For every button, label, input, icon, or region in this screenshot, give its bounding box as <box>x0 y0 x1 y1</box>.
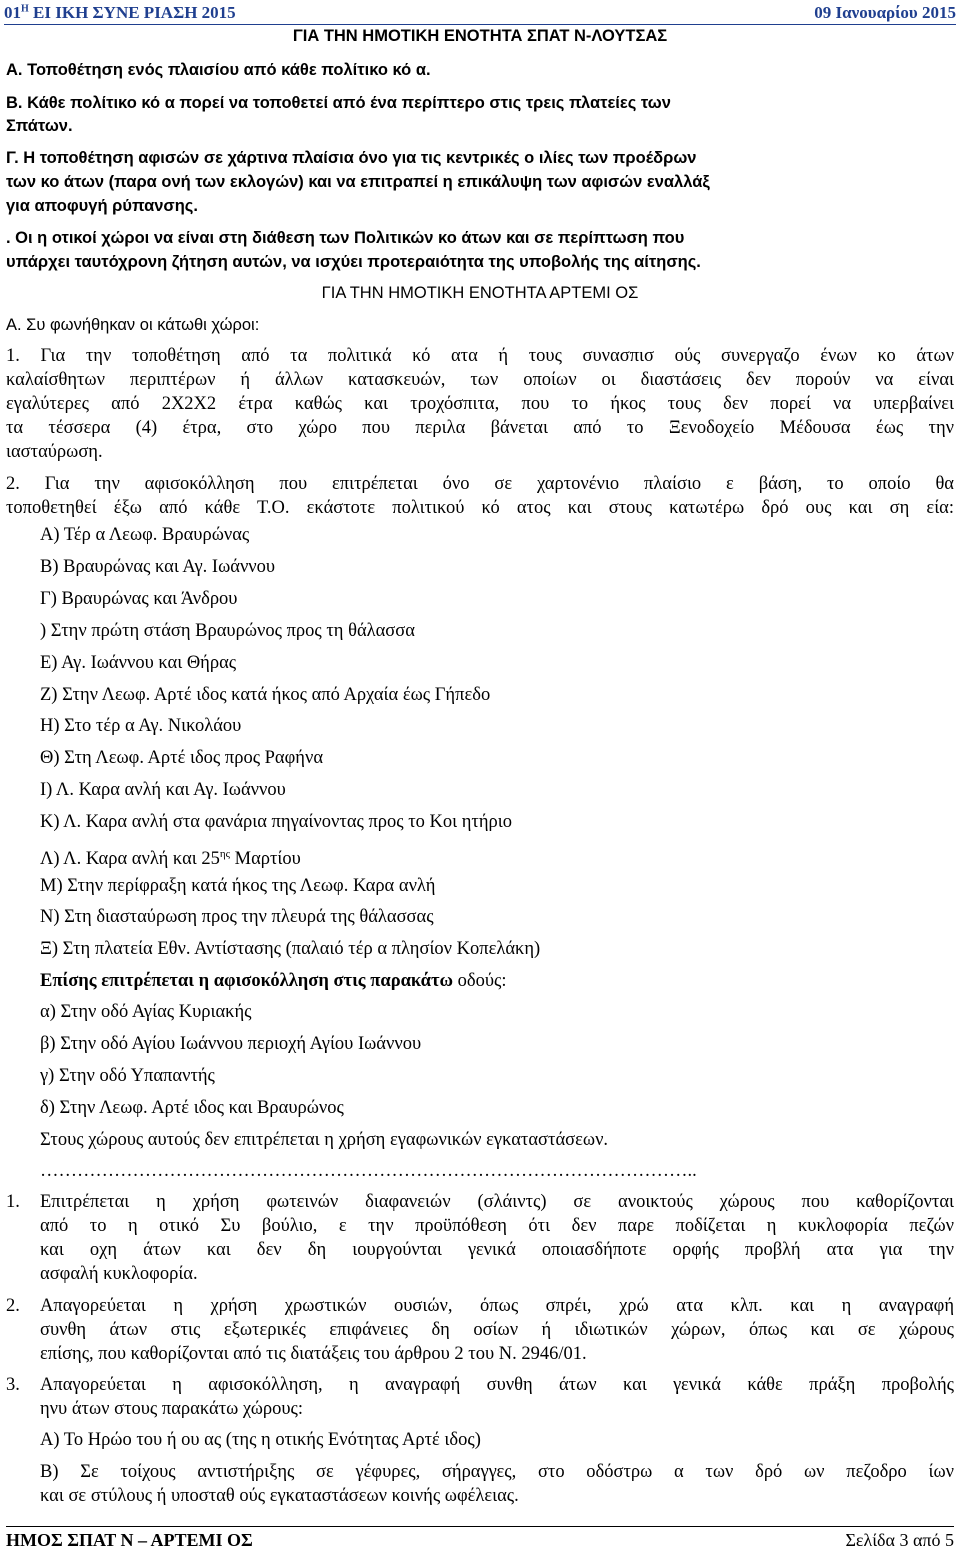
rule3-item: Β) Σε τοίχους αντιστήριξης σε γέφυρες, σήραγγες, στο οδόστρω α των δρό ων πεζοδρο ίων <box>40 1462 954 1482</box>
also-rest: οδούς: <box>453 971 507 991</box>
place-item: Κ) Λ. Καρα ανλή στα φανάρια πηγαίνοντας προς το Κοι ητήριο <box>40 812 513 832</box>
place-item: Η) Στο τέρ α Αγ. Νικολάου <box>40 716 242 736</box>
rule-line: Απαγορεύεται η αφισοκόλληση, η αναγραφή συνθη άτων και γενικά κάθε πράξη προβολής <box>40 1375 954 1395</box>
place-item: Ζ) Στην Λεωφ. Αρτέ ιδος κατά ήκος από Αρχαία έως Γήπεδο <box>40 685 491 705</box>
para1-line: καλαίσθητων περιπτέρων ή άλλων κατασκευών, των οποίων οι διαστάσεις δεν πορούν να είναι <box>6 370 954 390</box>
place-item-tail: Μαρτίου <box>230 849 301 870</box>
header-session <box>4 3 236 23</box>
sec1-line: Β. Κάθε πολίτικο κό α πορεί να τοποθετεί από ένα περίπτερο στις τρεις πλατείες των <box>6 94 671 112</box>
section-title-spata: ΓΙΑ ΤΗΝ ΗΜΟΤΙΚΗ ΕΝΟΤΗΤΑ ΣΠΑΤ Ν-ΛΟΥΤΣΑΣ <box>292 27 668 45</box>
para2-line: 2. Για την αφισοκόλληση που επιτρέπεται όνο σε χαρτονένιο πλαίσιο ε βάση, το οποίο θα <box>6 474 954 494</box>
rule-number: 1. <box>6 1192 20 1212</box>
place-item: Α) Τέρ α Λεωφ. Βραυρώνας <box>40 525 250 545</box>
rule3-item: και σε στύλους ή υποσταθ ούς εγκαταστάσεων κοινής ωφέλειας. <box>40 1486 519 1506</box>
para1-line: ιασταύρωση. <box>6 442 103 462</box>
sec1-line: . Οι η οτικοί χώροι να είναι στη διάθεση των Πολιτικών κο άτων και σε περίπτωση που <box>6 229 685 247</box>
place-item: Θ) Στη Λεωφ. Αρτέ ιδος προς Ραφήνα <box>40 748 324 768</box>
sec1-line: Σπάτων. <box>6 117 73 135</box>
place-item: Μ) Στην περίφραξη κατά ήκος της Λεωφ. Καρα ανλή <box>40 876 436 896</box>
page-footer <box>6 1526 954 1551</box>
rule3-item: Α) Το Ηρώο του ή ου ας (της η οτικής Ενότητας Αρτέ ιδος) <box>40 1430 481 1450</box>
header-num: 01 <box>4 3 21 22</box>
place-item: Ν) Στη διασταύρωση προς την πλευρά της θάλασσας <box>40 907 434 927</box>
page-header <box>4 2 956 25</box>
sec1-line: Γ. Η τοποθέτηση αφισών σε χάρτινα πλαίσια όνο για τις κεντρικές ο ιλίες των προέδρων <box>6 149 697 167</box>
street-item: γ) Στην οδό Υπαπαντής <box>40 1066 215 1086</box>
sec2-intro: Α. Συ φωνήθηκαν οι κάτωθι χώροι: <box>6 316 260 334</box>
place-item: ) Στην πρώτη στάση Βραυρώνος προς τη θάλασσα <box>40 621 415 641</box>
sec1-line: Α. Τοποθέτηση ενός πλαισίου από κάθε πολίτικο κό α. <box>6 61 431 79</box>
header-sup: Η <box>21 3 29 15</box>
no-speakers-note: Στους χώρους αυτούς δεν επιτρέπεται η χρήση εγαφωνικών εγκαταστάσεων. <box>40 1130 609 1150</box>
sec1-line: για αποφυγή ρύπανσης. <box>6 197 198 215</box>
rule-number: 2. <box>6 1296 20 1316</box>
place-item: Ι) Λ. Καρα ανλή και Αγ. Ιωάννου <box>40 780 286 800</box>
place-item: Γ) Βραυρώνας και Άνδρου <box>40 589 238 609</box>
street-item: α) Στην οδό Αγίας Κυριακής <box>40 1002 252 1022</box>
para1-line: εγαλύτερες από 2Χ2Χ2 έτρα καθώς και τροχόσπιτα, που το ήκος τους δεν πορεί να υπερβαίνει <box>6 394 954 414</box>
place-item <box>40 842 954 871</box>
footer-municipality: ΗΜΟΣ ΣΠΑΤ Ν – ΑΡΤΕΜΙ ΟΣ <box>6 1530 253 1550</box>
place-item-sup: ης <box>219 848 230 860</box>
rule-line: επίσης, που καθορίζονται από τις διατάξεις του άρθρου 2 του Ν. 2946/01. <box>40 1344 587 1364</box>
dotted-separator: …………………………………………………………………………………………….. <box>40 1161 697 1181</box>
place-item: Β) Βραυρώνας και Αγ. Ιωάννου <box>40 557 276 577</box>
para2-line: τοποθετηθεί έξω από κάθε Τ.Ο. εκάστοτε πολιτικού κό ατος και στους κατωτέρω δρό ους και ση εία: <box>6 498 954 518</box>
sec1-line: υπάρχει ταυτόχρονη ζήτηση αυτών, να ισχύει προτεραιότητα της υποβολής της αίτησης. <box>6 253 701 271</box>
also-streets-heading <box>40 969 954 993</box>
also-bold: Επίσης επιτρέπεται η αφισοκόλληση στις παρακάτω <box>40 971 454 991</box>
header-title: ΕΙ ΙΚΗ ΣΥΝΕ ΡΙΑΣΗ 2015 <box>28 3 236 22</box>
place-item: Ε) Αγ. Ιωάννου και Θήρας <box>40 653 237 673</box>
section-title-artemida: ΓΙΑ ΤΗΝ ΗΜΟΤΙΚΗ ΕΝΟΤΗΤΑ ΑΡΤΕΜΙ ΟΣ <box>321 284 639 302</box>
para1-line: τα τέσσερα (4) έτρα, στο χώρο που περιλα βάνεται από το Ξενοδοχείο Μέδουσα έως την <box>6 418 954 438</box>
footer-page-number: Σελίδα 3 από 5 <box>845 1530 954 1550</box>
rule-line: Απαγορεύεται η χρήση χρωστικών ουσιών, όπως σπρέι, χρώ ατα κλπ. και η αναγραφή <box>40 1296 954 1316</box>
rule-line: Επιτρέπεται η χρήση φωτεινών διαφανειών (σλάιντς) σε ανοικτούς χώρους που καθορίζονται <box>40 1192 954 1212</box>
sec1-line: των κο άτων (παρα ονή των εκλογών) και να επιτραπεί η επικάλυψη των αφισών εναλλάξ <box>6 173 710 191</box>
rule-line: ασφαλή κυκλοφορία. <box>40 1264 198 1284</box>
rule-line: συνθη άτων στις εξωτερικές επιφάνειες δη οσίων ή ιδιωτικών χώρων, όπως και σε χώρους <box>40 1320 954 1340</box>
rule-line: και οχη άτων και δεν δη ιουργούνται γενικά οποιασδήποτε ορφής προβλή ατα για την <box>40 1240 954 1260</box>
rule-line: από το η οτικό Συ βούλιο, ε την προϋπόθεση ότι δεν παρε ποδίζεται η κυκλοφορία πεζών <box>40 1216 954 1236</box>
place-item-text: Λ) Λ. Καρα ανλή και 25 <box>40 849 220 870</box>
header-date: 09 Ιανουαρίου 2015 <box>814 3 956 22</box>
rule-number: 3. <box>6 1375 20 1395</box>
para1-line: 1. Για την τοποθέτηση από τα πολιτικά κό ατα ή τους συνασπισ ούς συνεργαζο ένων κο άτων <box>6 346 954 366</box>
street-item: δ) Στην Λεωφ. Αρτέ ιδος και Βραυρώνος <box>40 1098 344 1118</box>
street-item: β) Στην οδό Αγίου Ιωάννου περιοχή Αγίου Ιωάννου <box>40 1034 422 1054</box>
place-item: Ξ) Στη πλατεία Εθν. Αντίστασης (παλαιό τέρ α πλησίον Κοπελάκη) <box>40 939 541 959</box>
rule-line: ηνυ άτων στους παρακάτω χώρους: <box>40 1399 304 1419</box>
